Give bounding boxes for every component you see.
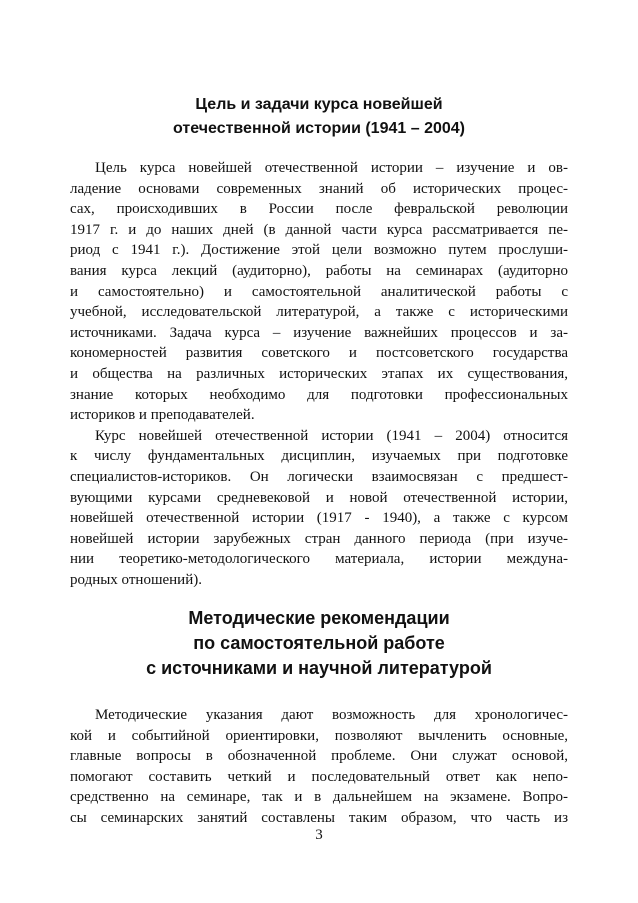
section-body-course-goals — [70, 158, 568, 590]
text-line: ладение основами современных знаний об исторических процес- — [70, 180, 568, 197]
text-line: сах, происходивших в России после февральской революции — [70, 201, 568, 218]
text-line: и самостоятельно) и самостоятельной аналитической работы с — [70, 283, 568, 300]
text-line: риод с 1941 г.). Достижение этой цели возможно путем прослуши- — [70, 242, 568, 259]
title-line: отечественной истории (1941 – 2004) — [173, 120, 465, 137]
text-line: родных отношений). — [70, 571, 202, 588]
text-line: Курс новейшей отечественной истории (1941 – 2004) относится — [95, 427, 568, 444]
text-line: Методические указания дают возможность для хронологичес- — [95, 707, 568, 723]
text-line: специалистов-историков. Он логически взаимосвязан с предшест- — [70, 468, 568, 485]
text-line: помогают составить четкий и последовательный ответ как непо- — [70, 768, 568, 785]
text-line: средственно на семинаре, так и в дальнейшем на экзамене. Вопро- — [70, 789, 568, 806]
text-line: главные вопросы в обозначенной проблеме. Они служат основой, — [70, 748, 568, 765]
text-line: нии теоретико-методологического материала, истории междуна- — [70, 551, 568, 568]
section-title-course-goals — [70, 93, 568, 141]
section-body-methodical-recommendations — [70, 705, 568, 829]
section-title-methodical-recommendations — [70, 606, 568, 681]
page-number: 3 — [315, 827, 323, 843]
text-line: кой и событийной ориентировки, позволяют вычленить основные, — [70, 727, 568, 744]
text-line: сы семинарских занятий составлены таким образом, что часть из — [70, 809, 568, 826]
text-line: историков и преподавателей. — [70, 407, 255, 424]
text-line: вания курса лекций (аудиторно), работы на семинарах (аудиторно — [70, 262, 568, 279]
title-line: по самостоятельной работе — [193, 633, 445, 653]
text-line: знание которых необходимо для подготовки профессиональных — [70, 386, 568, 403]
title-line: Методические рекомендации — [188, 608, 450, 628]
text-line: Цель курса новейшей отечественной истории – изучение и ов- — [95, 160, 568, 176]
title-line: Цель и задачи курса новейшей — [195, 96, 443, 113]
text-line: к числу фундаментальных дисциплин, изучаемых при подготовке — [70, 448, 568, 465]
text-line: и общества на различных исторических этапах их существования, — [70, 365, 568, 382]
text-line: 1917 г. и до наших дней (в данной части курса рассматривается пе- — [70, 221, 568, 238]
text-line: источниками. Задача курса – изучение важнейших процессов и за- — [70, 324, 568, 341]
text-line: вующими курсами средневековой и новой отечественной истории, — [70, 489, 568, 506]
text-line: новейшей истории зарубежных стран данного периода (при изуче- — [70, 530, 568, 547]
text-line: кономерностей развития советского и постсоветского государства — [70, 345, 568, 362]
text-line: новейшей отечественной истории (1917 - 1940), а также с курсом — [70, 510, 568, 527]
text-line: учебной, исследовательской литературой, а также с историческими — [70, 304, 568, 321]
title-line: с источниками и научной литературой — [146, 658, 492, 678]
